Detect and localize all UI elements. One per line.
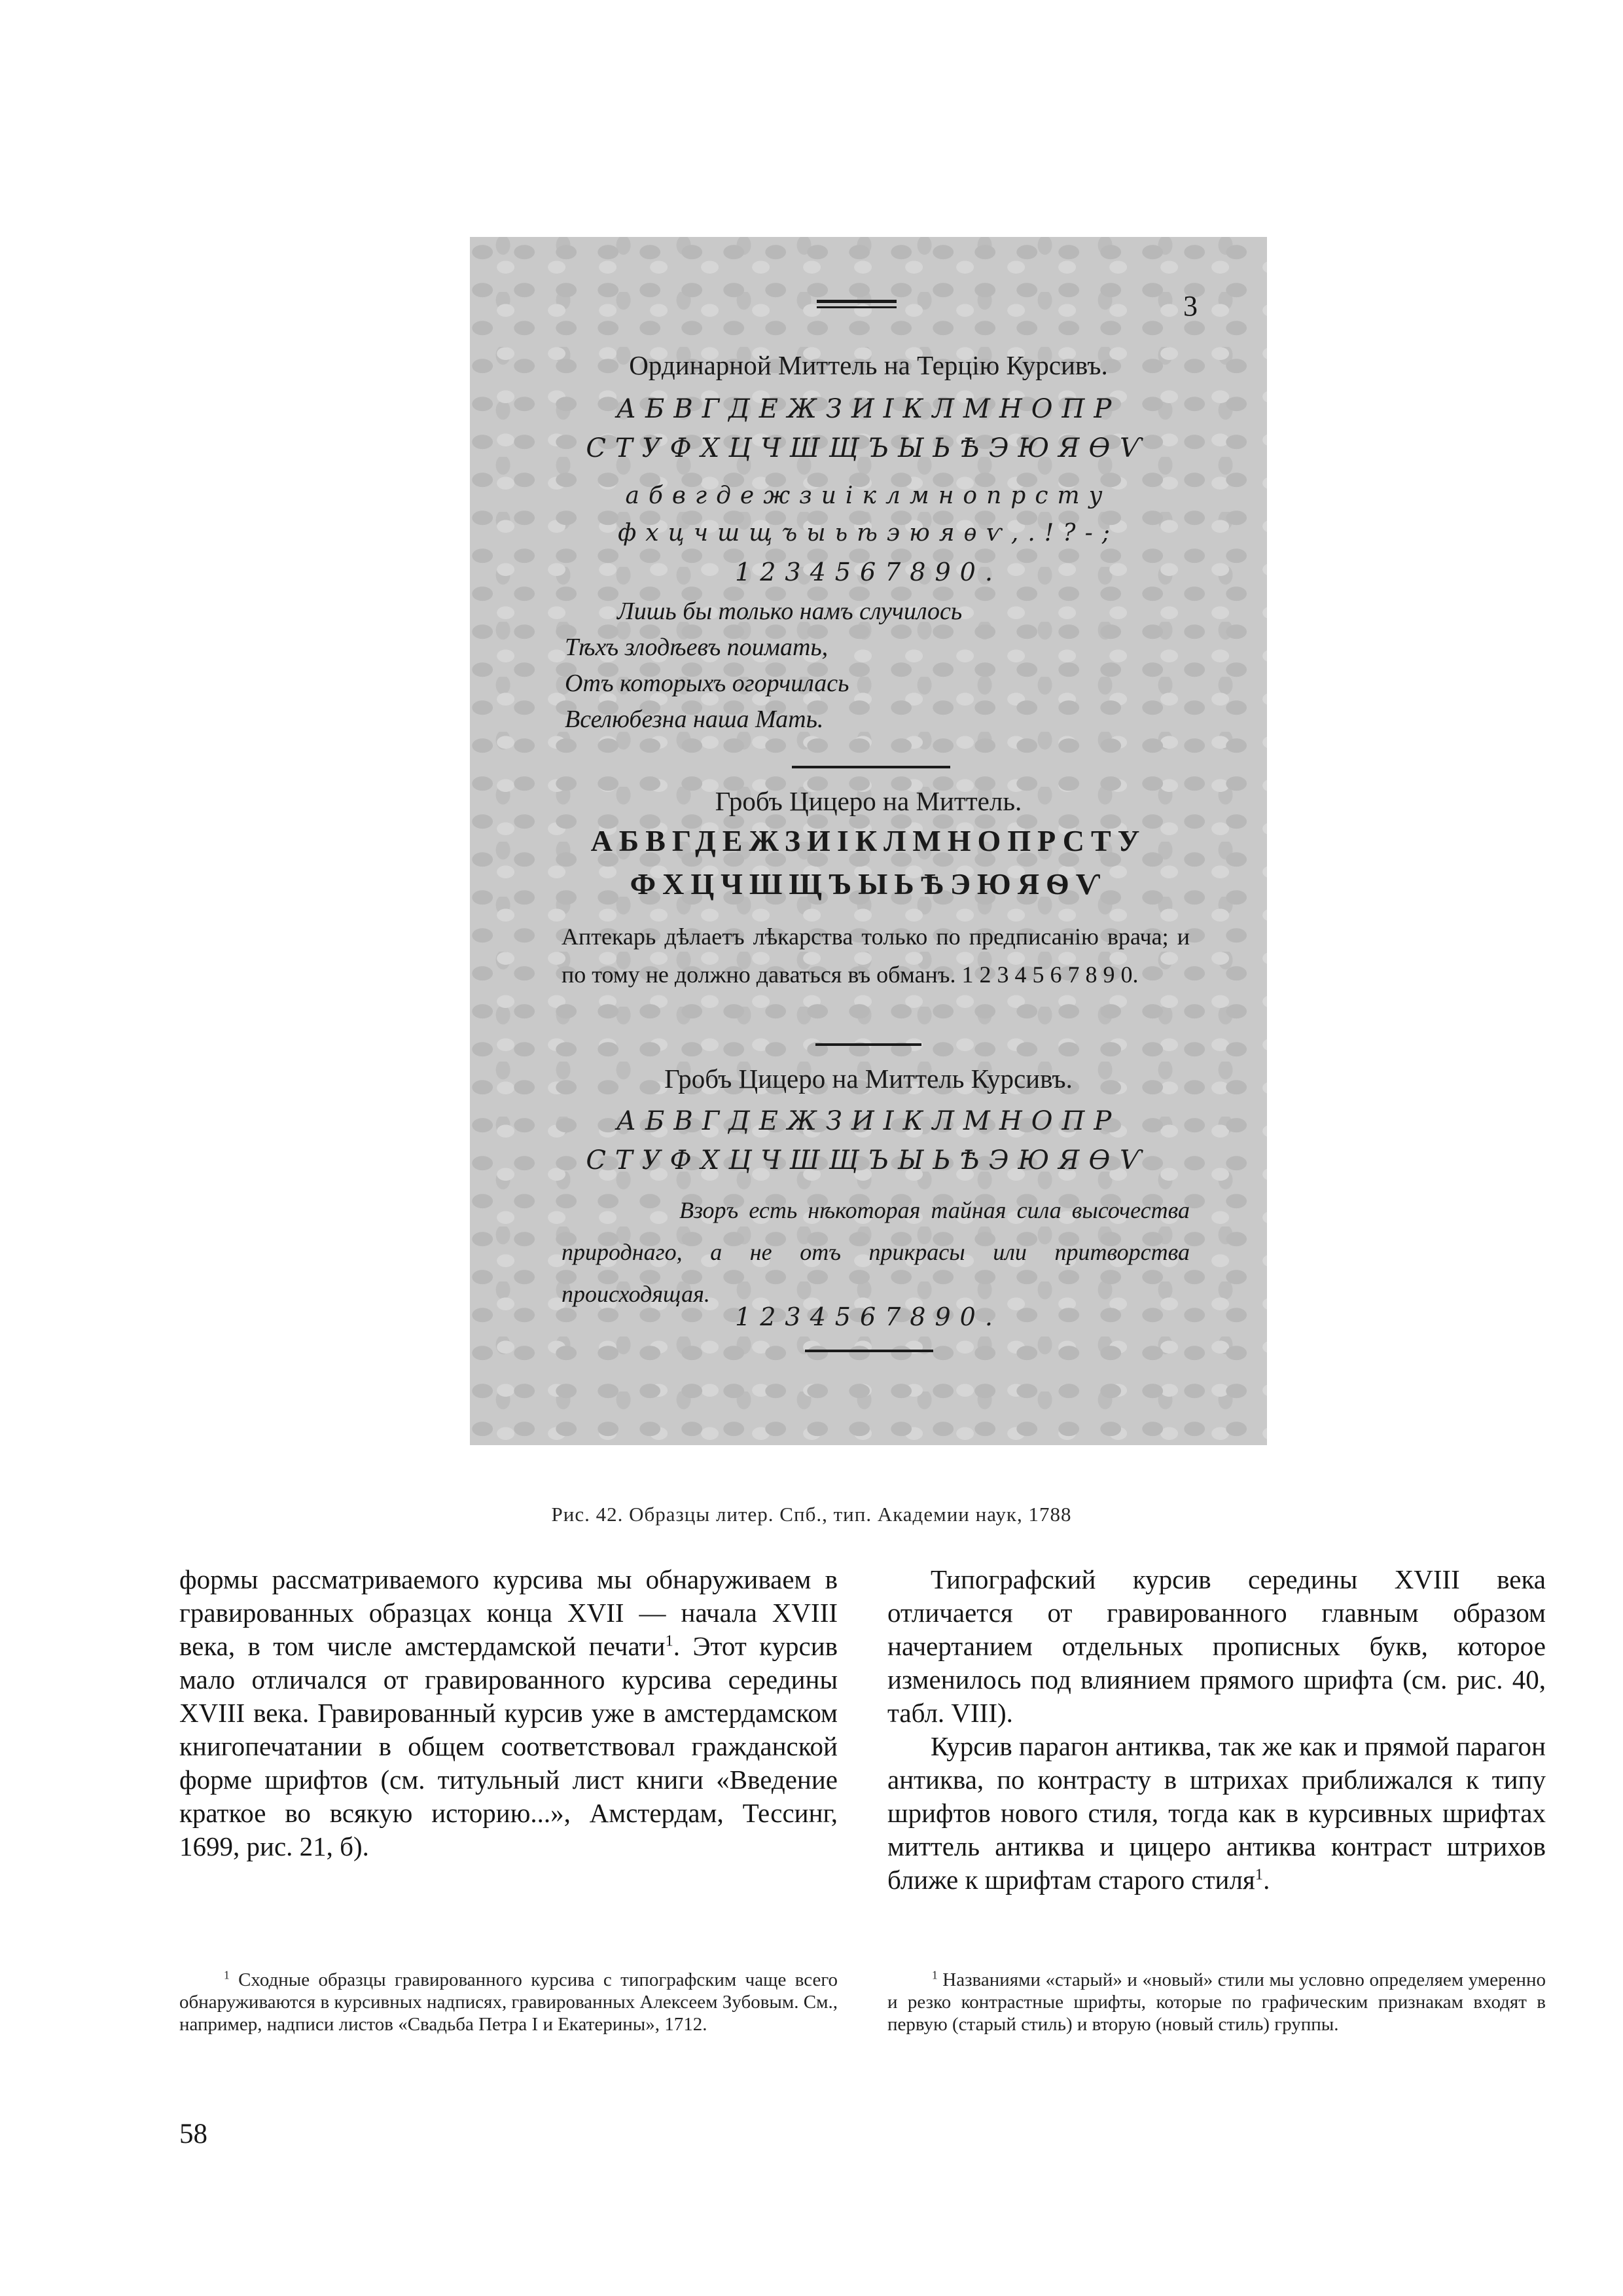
section1-caps-row2: СТУФХЦЧШЩЪЫЬѢЭЮЯѲѴ: [586, 433, 1151, 463]
footnote-ref-right: 1: [1255, 1865, 1264, 1884]
section3-caps-row1: АБВГДЕЖЗИІКЛМНОПР: [616, 1106, 1121, 1136]
footnote-left-text: Сходные образцы гравированного курсива с типографским чаще всего обнаруживаются в курсивных надписях, гравированных Алексеем Зубовым. См., например, надписи листов «Свадьба Петра I и Екатерины», 1712.: [179, 1969, 838, 2035]
footnote-ref-left: 1: [665, 1632, 673, 1650]
verse-line-4: Вселюбезна наша Мать.: [565, 706, 824, 733]
right-paragraph-2: [887, 1730, 1546, 1897]
section1-lower-row1: абвгдежзиіклмнопрсту: [625, 482, 1112, 509]
left-column: [179, 1563, 838, 1863]
section1-title: Ординарной Миттель на Терцію Курсивъ.: [629, 350, 1108, 380]
section-divider-1: [792, 766, 950, 768]
top-rule-thin: [817, 306, 897, 308]
right-column: [887, 1563, 1546, 1897]
section2-title: Гробъ Цицеро на Миттель.: [715, 786, 1022, 816]
verse-line-3: Отъ которыхъ огорчилась: [565, 670, 849, 697]
section-divider-2: [815, 1043, 921, 1046]
section3-sample-text: Взоръ есть нѣкоторая тайная сила высочества природнаго, а не отъ прикрасы или притворства происходящая.: [562, 1197, 1190, 1307]
section1-lower-row2: фхцчшщъыьѣэюяѳѵ,.!?-;: [618, 520, 1119, 547]
section3-digits: 1234567890.: [735, 1302, 1002, 1331]
section2-caps-row2: ФХЦЧШЩЪЫЬѢЭЮЯѲѴ: [630, 867, 1107, 901]
top-rule: [817, 300, 897, 303]
page-number: 58: [179, 2119, 207, 2149]
footnote-left: [179, 1969, 838, 2036]
right-paragraph-2-text: Курсив парагон антиква, так же как и прямой парагон антиква, по контрасту в штрихах приближался к типу шрифтов нового стиля, тогда как в курсивных шрифтах миттель антиква и цицеро антиква контраст штрихов ближе к шрифтам старого стиля: [887, 1731, 1546, 1895]
figure-caption: Рис. 42. Образцы литер. Спб., тип. Академии наук, 1788: [551, 1503, 1072, 1526]
section2-sample-text: Аптекарь дѣлаетъ лѣкарства только по предписанію врача; и по тому не должно даваться въ обманъ. 1 2 3 4 5 6 7 8 9 0.: [562, 924, 1190, 988]
left-paragraph: [179, 1563, 838, 1863]
specimen-page-number: 3: [1183, 290, 1198, 322]
footnote-right-mark: 1: [932, 1968, 938, 1982]
left-paragraph-text-2: . Этот курсив мало отличался от гравированного курсива середины XVIII века. Гравированный курсив уже в амстердамском книгопечатании в общем соответствовал гражданской форме шрифтов (см. титульный лист книги «Введение краткое во всякую историю...», Амстердам, Тессинг, 1699, рис. 21, б).: [179, 1631, 838, 1861]
section1-caps-row1: АБВГДЕЖЗИІКЛМНОПР: [616, 394, 1121, 424]
left-paragraph-text-1: формы рассматриваемого курсива мы обнаруживаем в гравированных образцах конца XVII — начала XVIII века, в том числе амстердамской печати: [179, 1564, 838, 1661]
footnote-right: [887, 1969, 1546, 2036]
footnote-right-text: Названиями «старый» и «новый» стили мы условно определяем умеренно и резко контрастные шрифты, которые по графическим признакам входят в первую (старый стиль) и вторую (новый стиль) группы.: [887, 1969, 1546, 2035]
verse-line-2: Тѣхъ злодѣевъ поимать,: [565, 634, 829, 661]
section3-caps-row2: СТУФХЦЧШЩЪЫЬѢЭЮЯѲѴ: [586, 1145, 1151, 1175]
bottom-rule: [805, 1350, 933, 1352]
section2-caps-row1: АБВГДЕЖЗИІКЛМНОПРСТУ: [590, 824, 1147, 857]
verse-line-1: Лишь бы только намъ случилось: [617, 598, 963, 625]
right-paragraph-2-end: .: [1263, 1865, 1270, 1895]
right-paragraph-1: Типографский курсив середины XVIII века отличается от гравированного главным образом начертанием отдельных прописных букв, которое изменилось под влиянием прямого шрифта (см. рис. 40, табл. VIII).: [887, 1564, 1546, 1728]
section1-digits: 1234567890.: [735, 558, 1002, 586]
figure-type-specimen: [470, 237, 1267, 1445]
section3-title: Гробъ Цицеро на Миттель Курсивъ.: [664, 1064, 1073, 1094]
footnote-left-mark: 1: [224, 1968, 230, 1982]
